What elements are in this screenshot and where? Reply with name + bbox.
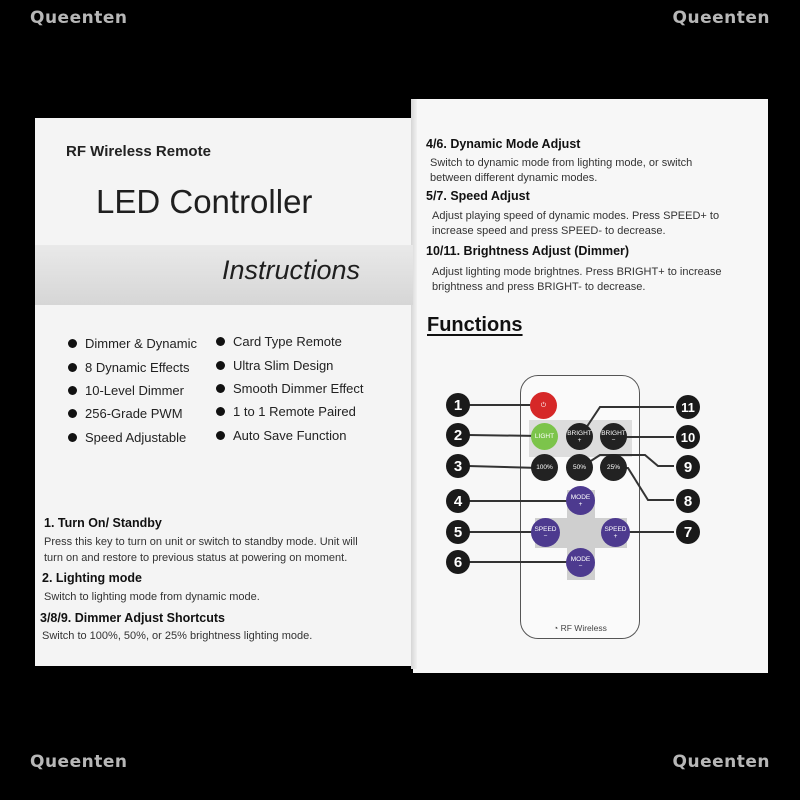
section-text: Switch to dynamic mode from lighting mode, or switch bbox=[430, 157, 693, 169]
section-heading: 1. Turn On/ Standby bbox=[44, 516, 162, 530]
speed-minus-button: SPEED − bbox=[531, 518, 560, 547]
brand-text: RF Wireless Remote bbox=[66, 143, 211, 160]
power-icon: ⏻ bbox=[540, 402, 547, 409]
wifi-icon: ◔ bbox=[553, 623, 561, 633]
section-text: turn on and restore to previous status at powering on moment. bbox=[44, 552, 348, 564]
watermark-bottom-right: Queenten bbox=[672, 752, 770, 772]
section-heading: 3/8/9. Dimmer Adjust Shortcuts bbox=[40, 611, 225, 625]
callout-5: 5 bbox=[446, 520, 470, 544]
mode-minus-button: MODE − bbox=[566, 548, 595, 577]
callout-10: 10 bbox=[676, 425, 700, 449]
pct25-button: 25% bbox=[600, 454, 627, 481]
light-button: LIGHT bbox=[531, 423, 558, 450]
feature-item: Speed Adjustable bbox=[68, 430, 186, 445]
bright-plus-button: BRIGHT + bbox=[566, 423, 593, 450]
callout-9: 9 bbox=[676, 455, 700, 479]
bright-minus-button: BRIGHT − bbox=[600, 423, 627, 450]
page-subtitle: Instructions bbox=[222, 255, 361, 285]
functions-title: Functions bbox=[427, 314, 523, 336]
feature-item: 10-Level Dimmer bbox=[68, 383, 184, 398]
feature-item: Auto Save Function bbox=[216, 428, 346, 443]
section-text: Adjust playing speed of dynamic modes. Press SPEED+ to bbox=[432, 210, 720, 222]
section-heading: 10/11. Brightness Adjust (Dimmer) bbox=[426, 244, 630, 258]
mode-plus-button: MODE + bbox=[566, 486, 595, 515]
callout-1: 1 bbox=[446, 393, 470, 417]
callout-2: 2 bbox=[446, 423, 470, 447]
callout-8: 8 bbox=[676, 489, 700, 513]
watermark-top-left: Queenten bbox=[30, 8, 128, 28]
feature-item: 8 Dynamic Effects bbox=[68, 360, 190, 375]
feature-item: Dimmer & Dynamic bbox=[68, 336, 197, 351]
section-heading: 5/7. Speed Adjust bbox=[426, 189, 530, 203]
callout-6: 6 bbox=[446, 550, 470, 574]
section-text: Adjust lighting mode brightnes. Press BRIGHT+ to increase bbox=[432, 266, 722, 278]
feature-item: Card Type Remote bbox=[216, 334, 342, 349]
section-text: Press this key to turn on unit or switch to standby mode. Unit will bbox=[44, 536, 358, 548]
callout-7: 7 bbox=[676, 520, 700, 544]
feature-item: 1 to 1 Remote Paired bbox=[216, 404, 356, 419]
section-text: brightness and press BRIGHT- to decrease. bbox=[432, 281, 646, 293]
callout-3: 3 bbox=[446, 454, 470, 478]
remote-label-text: RF Wireless bbox=[560, 623, 607, 633]
feature-item: Ultra Slim Design bbox=[216, 358, 333, 373]
section-heading: 4/6. Dynamic Mode Adjust bbox=[426, 137, 581, 151]
watermark-top-right: Queenten bbox=[672, 8, 770, 28]
section-heading: 2. Lighting mode bbox=[42, 571, 142, 585]
callout-4: 4 bbox=[446, 489, 470, 513]
feature-item: 256-Grade PWM bbox=[68, 406, 183, 421]
pct50-button: 50% bbox=[566, 454, 593, 481]
page-title: LED Controller bbox=[96, 183, 313, 220]
section-text: increase speed and press SPEED- to decrease. bbox=[432, 225, 666, 237]
watermark-bottom-left: Queenten bbox=[30, 752, 128, 772]
power-button bbox=[530, 392, 557, 419]
section-text: Switch to lighting mode from dynamic mode. bbox=[44, 591, 260, 603]
section-text: Switch to 100%, 50%, or 25% brightness lighting mode. bbox=[42, 630, 313, 642]
speed-plus-button: SPEED + bbox=[601, 518, 630, 547]
callout-11: 11 bbox=[676, 395, 700, 419]
section-text: between different dynamic modes. bbox=[430, 172, 598, 184]
pct100-button: 100% bbox=[531, 454, 558, 481]
feature-item: Smooth Dimmer Effect bbox=[216, 381, 364, 396]
